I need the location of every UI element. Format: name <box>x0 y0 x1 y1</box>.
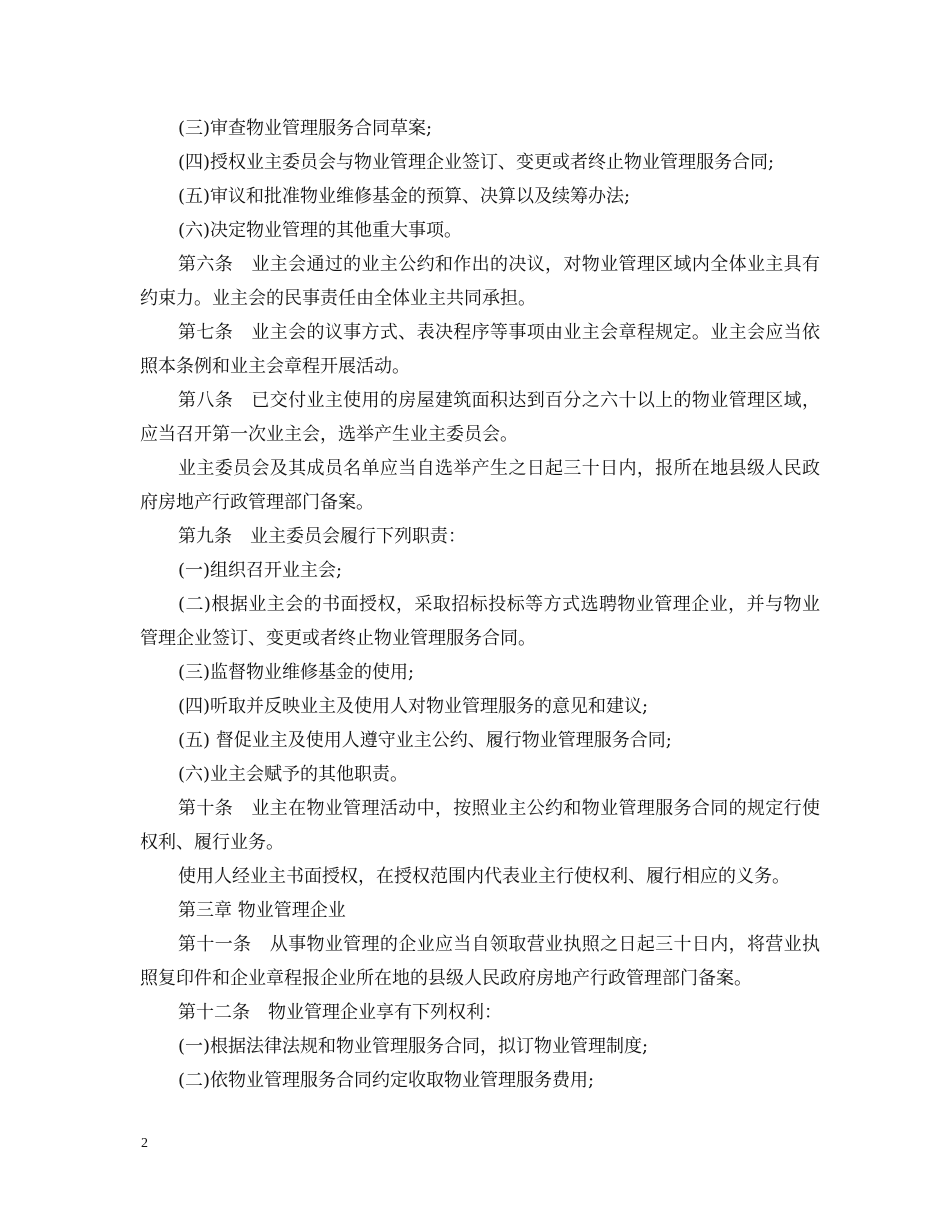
page-number: 2 <box>141 1136 148 1151</box>
paragraph: (三)监督物业维修基金的使用; <box>178 662 415 683</box>
chapter-heading: 第三章 物业管理企业 <box>178 900 346 921</box>
article-10: 第十条 业主在物业管理活动中，按照业主公约和物业管理服务合同的规定行使权利、履行业务。 <box>140 798 820 853</box>
article-12: 第十二条 物业管理企业享有下列权利： <box>178 1002 502 1023</box>
document-body <box>140 112 820 1098</box>
article-11: 第十一条 从事物业管理的企业应当自领取营业执照之日起三十日内，将营业执照复印件和企业章程报企业所在地的县级人民政府房地产行政管理部门备案。 <box>140 934 820 989</box>
paragraph: (二)根据业主会的书面授权，采取招标投标等方式选聘物业管理企业，并与物业管理企业签订、变更或者终止物业管理服务合同。 <box>140 594 820 649</box>
paragraph: (六)决定物业管理的其他重大事项。 <box>178 220 463 241</box>
paragraph: (二)依物业管理服务合同约定收取物业管理服务费用; <box>178 1070 595 1091</box>
article-6: 第六条 业主会通过的业主公约和作出的决议，对物业管理区域内全体业主具有约束力。业主会的民事责任由全体业主共同承担。 <box>140 254 820 309</box>
paragraph: (四)授权业主委员会与物业管理企业签订、变更或者终止物业管理服务合同; <box>178 152 775 173</box>
paragraph: (四)听取并反映业主及使用人对物业管理服务的意见和建议; <box>178 696 649 717</box>
paragraph: (六)业主会赋予的其他职责。 <box>178 764 409 785</box>
paragraph: 使用人经业主书面授权，在授权范围内代表业主行使权利、履行相应的义务。 <box>178 866 790 887</box>
paragraph: (三)审查物业管理服务合同草案; <box>178 118 433 139</box>
paragraph: (五)审议和批准物业维修基金的预算、决算以及续筹办法; <box>178 186 631 207</box>
article-7: 第七条 业主会的议事方式、表决程序等事项由业主会章程规定。业主会应当依照本条例和业主会章程开展活动。 <box>140 322 820 377</box>
paragraph: (五) 督促业主及使用人遵守业主公约、履行物业管理服务合同; <box>178 730 672 751</box>
article-8: 第八条 已交付业主使用的房屋建筑面积达到百分之六十以上的物业管理区域，应当召开第一次业主会，选举产生业主委员会。 <box>140 390 820 445</box>
paragraph: (一)组织召开业主会; <box>178 560 343 581</box>
paragraph: 业主委员会及其成员名单应当自选举产生之日起三十日内，报所在地县级人民政府房地产行政管理部门备案。 <box>140 458 820 513</box>
article-9: 第九条 业主委员会履行下列职责： <box>178 526 466 547</box>
paragraph: (一)根据法律法规和物业管理服务合同，拟订物业管理制度; <box>178 1036 649 1057</box>
